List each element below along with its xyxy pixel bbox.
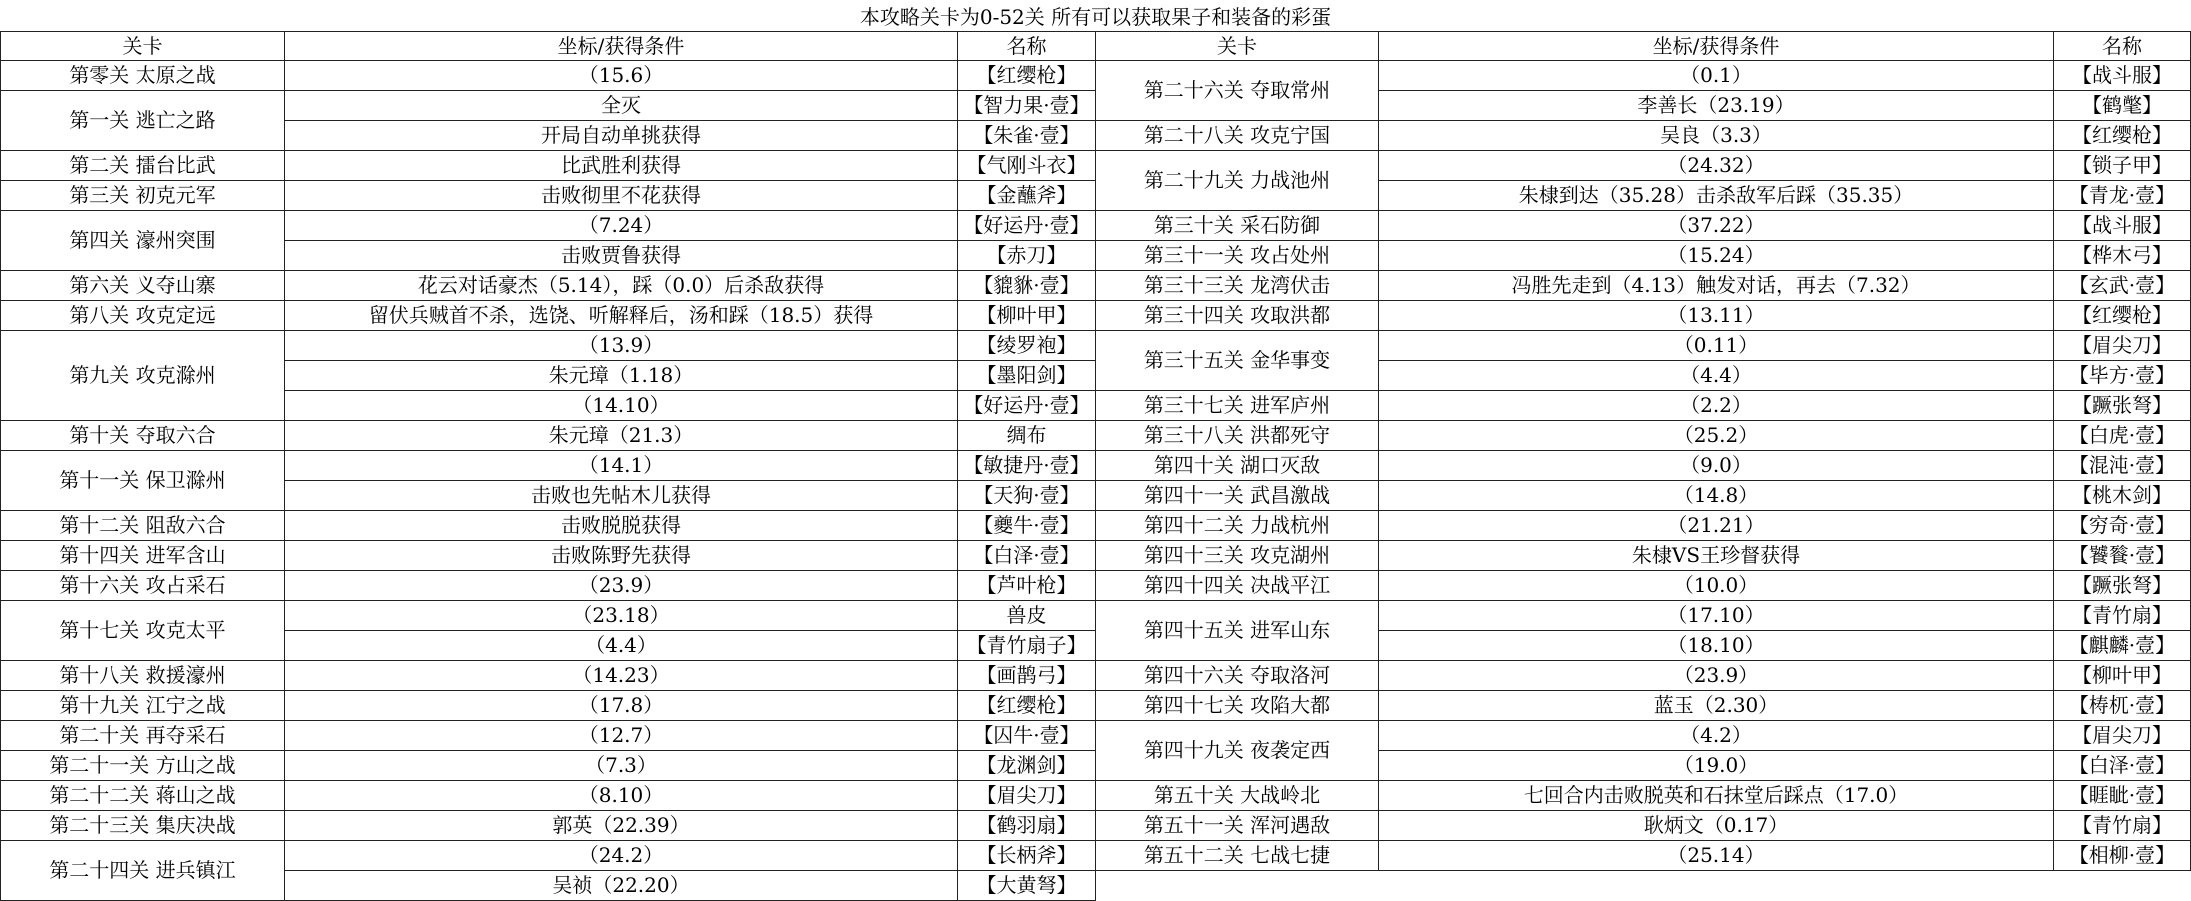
table-row [1096, 661, 2191, 691]
item-name-cell[interactable]: 【敏捷丹·壹】 [958, 451, 1096, 481]
item-name-cell[interactable]: 【毕方·壹】 [2054, 361, 2191, 391]
item-name-cell[interactable]: 【金蘸斧】 [958, 181, 1096, 211]
item-name-cell[interactable]: 【鹤羽扇】 [958, 811, 1096, 841]
table-row [1, 331, 1096, 361]
level-cell[interactable]: 第二关 擂台比武 [1, 151, 285, 181]
item-name-cell[interactable]: 【红缨枪】 [2054, 121, 2191, 151]
table-row [1, 841, 1096, 871]
item-name-cell[interactable]: 【大黄弩】 [958, 871, 1096, 901]
condition-cell[interactable]: （24.32） [1379, 151, 2054, 181]
level-cell[interactable]: 第十九关 江宁之战 [1, 691, 285, 721]
condition-cell[interactable]: （2.2） [1379, 391, 2054, 421]
table-left [0, 31, 1096, 901]
header-name[interactable]: 名称 [958, 32, 1096, 61]
condition-cell[interactable]: 击败脱脱获得 [285, 511, 958, 541]
table-row [1, 781, 1096, 811]
table-row [1, 691, 1096, 721]
level-cell[interactable]: 第五十关 大战岭北 [1096, 781, 1379, 811]
condition-cell[interactable]: （25.2） [1379, 421, 2054, 451]
level-cell[interactable]: 第十六关 攻占采石 [1, 571, 285, 601]
table-row [1, 181, 1096, 211]
level-cell[interactable]: 第三十三关 龙湾伏击 [1096, 271, 1379, 301]
condition-cell[interactable]: 郭英（22.39） [285, 811, 958, 841]
table-row [1, 721, 1096, 751]
level-cell[interactable]: 第三关 初克元军 [1, 181, 285, 211]
condition-cell[interactable]: （4.4） [1379, 361, 2054, 391]
condition-cell[interactable]: （15.6） [285, 61, 958, 91]
level-cell[interactable]: 第四十四关 决战平江 [1096, 571, 1379, 601]
item-name-cell[interactable]: 【青竹扇】 [2054, 811, 2191, 841]
condition-cell[interactable]: （10.0） [1379, 571, 2054, 601]
condition-cell[interactable]: （13.9） [285, 331, 958, 361]
condition-cell[interactable]: （23.9） [1379, 661, 2054, 691]
item-name-cell[interactable]: 【智力果·壹】 [958, 91, 1096, 121]
condition-cell[interactable]: 比武胜利获得 [285, 151, 958, 181]
item-name-cell[interactable]: 【鹤氅】 [2054, 91, 2191, 121]
condition-cell[interactable]: 蓝玉（2.30） [1379, 691, 2054, 721]
condition-cell[interactable]: （17.8） [285, 691, 958, 721]
item-name-cell[interactable]: 【桦木弓】 [2054, 241, 2191, 271]
header-name[interactable]: 名称 [2054, 32, 2191, 61]
table-row [1096, 541, 2191, 571]
header-level[interactable]: 关卡 [1, 32, 285, 61]
level-cell[interactable]: 第二十六关 夺取常州 [1096, 61, 1379, 121]
level-cell[interactable]: 第三十一关 攻占处州 [1096, 241, 1379, 271]
header-row [1, 32, 1096, 61]
header-condition[interactable]: 坐标/获得条件 [1379, 32, 2054, 61]
item-name-cell[interactable]: 【混沌·壹】 [2054, 451, 2191, 481]
condition-cell[interactable]: 朱元璋（1.18） [285, 361, 958, 391]
level-cell[interactable]: 第三十五关 金华事变 [1096, 331, 1379, 391]
table-row [1096, 781, 2191, 811]
table-row [1096, 211, 2191, 241]
level-cell[interactable]: 第三十四关 攻取洪都 [1096, 301, 1379, 331]
item-name-cell[interactable]: 【白虎·壹】 [2054, 421, 2191, 451]
table-row [1096, 271, 2191, 301]
item-name-cell[interactable]: 【战斗服】 [2054, 61, 2191, 91]
condition-cell[interactable]: 击败也先帖木儿获得 [285, 481, 958, 511]
item-name-cell[interactable]: 绸布 [958, 421, 1096, 451]
item-name-cell[interactable]: 【眉尖刀】 [2054, 721, 2191, 751]
table-row [1, 751, 1096, 781]
item-name-cell[interactable]: 【墨阳剑】 [958, 361, 1096, 391]
condition-cell[interactable]: （4.2） [1379, 721, 2054, 751]
table-row [1, 151, 1096, 181]
condition-cell[interactable]: （7.3） [285, 751, 958, 781]
item-name-cell[interactable]: 【红缨枪】 [958, 691, 1096, 721]
item-name-cell[interactable]: 【柳叶甲】 [2054, 661, 2191, 691]
level-cell[interactable]: 第二十关 再夺采石 [1, 721, 285, 751]
condition-cell[interactable]: （0.1） [1379, 61, 2054, 91]
table-row [1096, 601, 2191, 631]
item-name-cell[interactable]: 【梼杌·壹】 [2054, 691, 2191, 721]
condition-cell[interactable]: （14.10） [285, 391, 958, 421]
item-name-cell[interactable]: 【天狗·壹】 [958, 481, 1096, 511]
condition-cell[interactable]: （37.22） [1379, 211, 2054, 241]
item-name-cell[interactable]: 【红缨枪】 [958, 61, 1096, 91]
table-row [1, 511, 1096, 541]
table-row [1096, 691, 2191, 721]
level-cell[interactable]: 第十八关 救援濠州 [1, 661, 285, 691]
item-name-cell[interactable]: 【囚牛·壹】 [958, 721, 1096, 751]
level-cell[interactable]: 第五十二关 七战七捷 [1096, 841, 1379, 871]
level-cell[interactable]: 第六关 义夺山寨 [1, 271, 285, 301]
item-name-cell[interactable]: 【睚眦·壹】 [2054, 781, 2191, 811]
level-cell[interactable]: 第三十七关 进军庐州 [1096, 391, 1379, 421]
condition-cell[interactable]: （24.2） [285, 841, 958, 871]
level-cell[interactable]: 第十二关 阻敌六合 [1, 511, 285, 541]
level-cell[interactable]: 第四十一关 武昌激战 [1096, 481, 1379, 511]
level-cell[interactable]: 第四十七关 攻陷大都 [1096, 691, 1379, 721]
condition-cell[interactable]: （14.23） [285, 661, 958, 691]
item-name-cell[interactable]: 【桃木剑】 [2054, 481, 2191, 511]
item-name-cell[interactable]: 【眉尖刀】 [958, 781, 1096, 811]
condition-cell[interactable]: （0.11） [1379, 331, 2054, 361]
table-row [1, 601, 1096, 631]
condition-cell[interactable]: 留伏兵贼首不杀，选饶、听解释后，汤和踩（18.5）获得 [285, 301, 958, 331]
level-cell[interactable]: 第十七关 攻克太平 [1, 601, 285, 661]
condition-cell[interactable]: 击败彻里不花获得 [285, 181, 958, 211]
table-row [1096, 61, 2191, 91]
condition-cell[interactable]: 吴祯（22.20） [285, 871, 958, 901]
level-cell[interactable]: 第二十一关 方山之战 [1, 751, 285, 781]
item-name-cell[interactable]: 【青龙·壹】 [2054, 181, 2191, 211]
condition-cell[interactable]: （25.14） [1379, 841, 2054, 871]
item-name-cell[interactable]: 【龙渊剑】 [958, 751, 1096, 781]
table-row [1, 301, 1096, 331]
condition-cell[interactable]: 李善长（23.19） [1379, 91, 2054, 121]
table-row [1096, 841, 2191, 871]
table-row [1096, 511, 2191, 541]
condition-cell[interactable]: 花云对话豪杰（5.14），踩（0.0）后杀敌获得 [285, 271, 958, 301]
header-row [1096, 32, 2191, 61]
item-name-cell[interactable]: 【朱雀·壹】 [958, 121, 1096, 151]
condition-cell[interactable]: 全灭 [285, 91, 958, 121]
level-cell[interactable]: 第二十八关 攻克宁国 [1096, 121, 1379, 151]
sheet-title: 本攻略关卡为0-52关 所有可以获取果子和装备的彩蛋 [0, 0, 2191, 32]
table-row [1, 541, 1096, 571]
condition-cell[interactable]: （12.7） [285, 721, 958, 751]
item-name-cell[interactable]: 【红缨枪】 [2054, 301, 2191, 331]
condition-cell[interactable]: 朱元璋（21.3） [285, 421, 958, 451]
table-row [1096, 811, 2191, 841]
item-name-cell[interactable]: 【相柳·壹】 [2054, 841, 2191, 871]
item-name-cell[interactable]: 【夔牛·壹】 [958, 511, 1096, 541]
table-row [1096, 151, 2191, 181]
level-cell[interactable]: 第十一关 保卫滁州 [1, 451, 285, 511]
level-cell[interactable]: 第一关 逃亡之路 [1, 91, 285, 151]
table-row [1, 661, 1096, 691]
table-row [1096, 241, 2191, 271]
level-cell[interactable]: 第三十八关 洪都死守 [1096, 421, 1379, 451]
level-cell[interactable]: 第二十三关 集庆决战 [1, 811, 285, 841]
table-row [1096, 301, 2191, 331]
condition-cell[interactable]: 朱棣VS王珍督获得 [1379, 541, 2054, 571]
condition-cell[interactable]: 击败贾鲁获得 [285, 241, 958, 271]
item-name-cell[interactable]: 【好运丹·壹】 [958, 391, 1096, 421]
level-cell[interactable]: 第九关 攻克滁州 [1, 331, 285, 421]
condition-cell[interactable]: （7.24） [285, 211, 958, 241]
level-cell[interactable]: 第四十五关 进军山东 [1096, 601, 1379, 661]
level-cell[interactable]: 第二十二关 蒋山之战 [1, 781, 285, 811]
header-condition[interactable]: 坐标/获得条件 [285, 32, 958, 61]
condition-cell[interactable]: （8.10） [285, 781, 958, 811]
item-name-cell[interactable]: 【白泽·壹】 [2054, 751, 2191, 781]
item-name-cell[interactable]: 【赤刀】 [958, 241, 1096, 271]
item-name-cell[interactable]: 【战斗服】 [2054, 211, 2191, 241]
item-name-cell[interactable]: 【气刚斗衣】 [958, 151, 1096, 181]
condition-cell[interactable]: （13.11） [1379, 301, 2054, 331]
table-row [1096, 421, 2191, 451]
condition-cell[interactable]: （23.9） [285, 571, 958, 601]
condition-cell[interactable]: （17.10） [1379, 601, 2054, 631]
table-row [1096, 451, 2191, 481]
level-cell[interactable]: 第四关 濠州突围 [1, 211, 285, 271]
level-cell[interactable]: 第二十四关 进兵镇江 [1, 841, 285, 901]
condition-cell[interactable]: 击败陈野先获得 [285, 541, 958, 571]
level-cell[interactable]: 第零关 太原之战 [1, 61, 285, 91]
condition-cell[interactable]: （4.4） [285, 631, 958, 661]
table-row [1096, 571, 2191, 601]
item-name-cell[interactable]: 【白泽·壹】 [958, 541, 1096, 571]
condition-cell[interactable]: 吴良（3.3） [1379, 121, 2054, 151]
item-name-cell[interactable]: 【饕餮·壹】 [2054, 541, 2191, 571]
condition-cell[interactable]: 冯胜先走到（4.13）触发对话，再去（7.32） [1379, 271, 2054, 301]
table-row [1, 91, 1096, 121]
table-row [1, 61, 1096, 91]
item-name-cell[interactable]: 【蹶张弩】 [2054, 571, 2191, 601]
item-name-cell[interactable]: 【长柄斧】 [958, 841, 1096, 871]
item-name-cell[interactable]: 【青竹扇】 [2054, 601, 2191, 631]
item-name-cell[interactable]: 【貔貅·壹】 [958, 271, 1096, 301]
header-level[interactable]: 关卡 [1096, 32, 1379, 61]
item-name-cell[interactable]: 【好运丹·壹】 [958, 211, 1096, 241]
table-row [1, 811, 1096, 841]
item-name-cell[interactable]: 【麒麟·壹】 [2054, 631, 2191, 661]
level-cell[interactable]: 第四十六关 夺取洛河 [1096, 661, 1379, 691]
condition-cell[interactable]: 朱棣到达（35.28）击杀敌军后踩（35.35） [1379, 181, 2054, 211]
level-cell[interactable]: 第三十关 采石防御 [1096, 211, 1379, 241]
condition-cell[interactable]: （14.1） [285, 451, 958, 481]
condition-cell[interactable]: （18.10） [1379, 631, 2054, 661]
item-name-cell[interactable]: 【芦叶枪】 [958, 571, 1096, 601]
table-row [1, 421, 1096, 451]
table-row [1096, 331, 2191, 361]
item-name-cell[interactable]: 【青竹扇子】 [958, 631, 1096, 661]
item-name-cell[interactable]: 【锁子甲】 [2054, 151, 2191, 181]
item-name-cell[interactable]: 兽皮 [958, 601, 1096, 631]
item-name-cell[interactable]: 【玄武·壹】 [2054, 271, 2191, 301]
level-cell[interactable]: 第四十二关 力战杭州 [1096, 511, 1379, 541]
level-cell[interactable]: 第二十九关 力战池州 [1096, 151, 1379, 211]
table-right [1095, 31, 2191, 871]
table-row [1096, 121, 2191, 151]
item-name-cell[interactable]: 【穷奇·壹】 [2054, 511, 2191, 541]
table-row [1096, 391, 2191, 421]
level-cell[interactable]: 第四十九关 夜袭定西 [1096, 721, 1379, 781]
level-cell[interactable]: 第十关 夺取六合 [1, 421, 285, 451]
level-cell[interactable]: 第五十一关 浑河遇敌 [1096, 811, 1379, 841]
item-name-cell[interactable]: 【柳叶甲】 [958, 301, 1096, 331]
table-row [1, 451, 1096, 481]
item-name-cell[interactable]: 【绫罗袍】 [958, 331, 1096, 361]
condition-cell[interactable]: 七回合内击败脱英和石抹堂后踩点（17.0） [1379, 781, 2054, 811]
level-cell[interactable]: 第四十关 湖口灭敌 [1096, 451, 1379, 481]
table-row [1, 271, 1096, 301]
condition-cell[interactable]: （9.0） [1379, 451, 2054, 481]
level-cell[interactable]: 第十四关 进军含山 [1, 541, 285, 571]
condition-cell[interactable]: （15.24） [1379, 241, 2054, 271]
condition-cell[interactable]: （21.21） [1379, 511, 2054, 541]
level-cell[interactable]: 第四十三关 攻克湖州 [1096, 541, 1379, 571]
item-name-cell[interactable]: 【画鹊弓】 [958, 661, 1096, 691]
condition-cell[interactable]: （23.18） [285, 601, 958, 631]
condition-cell[interactable]: 开局自动单挑获得 [285, 121, 958, 151]
condition-cell[interactable]: （14.8） [1379, 481, 2054, 511]
table-row [1, 211, 1096, 241]
table-row [1, 571, 1096, 601]
item-name-cell[interactable]: 【蹶张弩】 [2054, 391, 2191, 421]
condition-cell[interactable]: 耿炳文（0.17） [1379, 811, 2054, 841]
condition-cell[interactable]: （19.0） [1379, 751, 2054, 781]
item-name-cell[interactable]: 【眉尖刀】 [2054, 331, 2191, 361]
table-row [1096, 721, 2191, 751]
table-row [1096, 481, 2191, 511]
level-cell[interactable]: 第八关 攻克定远 [1, 301, 285, 331]
